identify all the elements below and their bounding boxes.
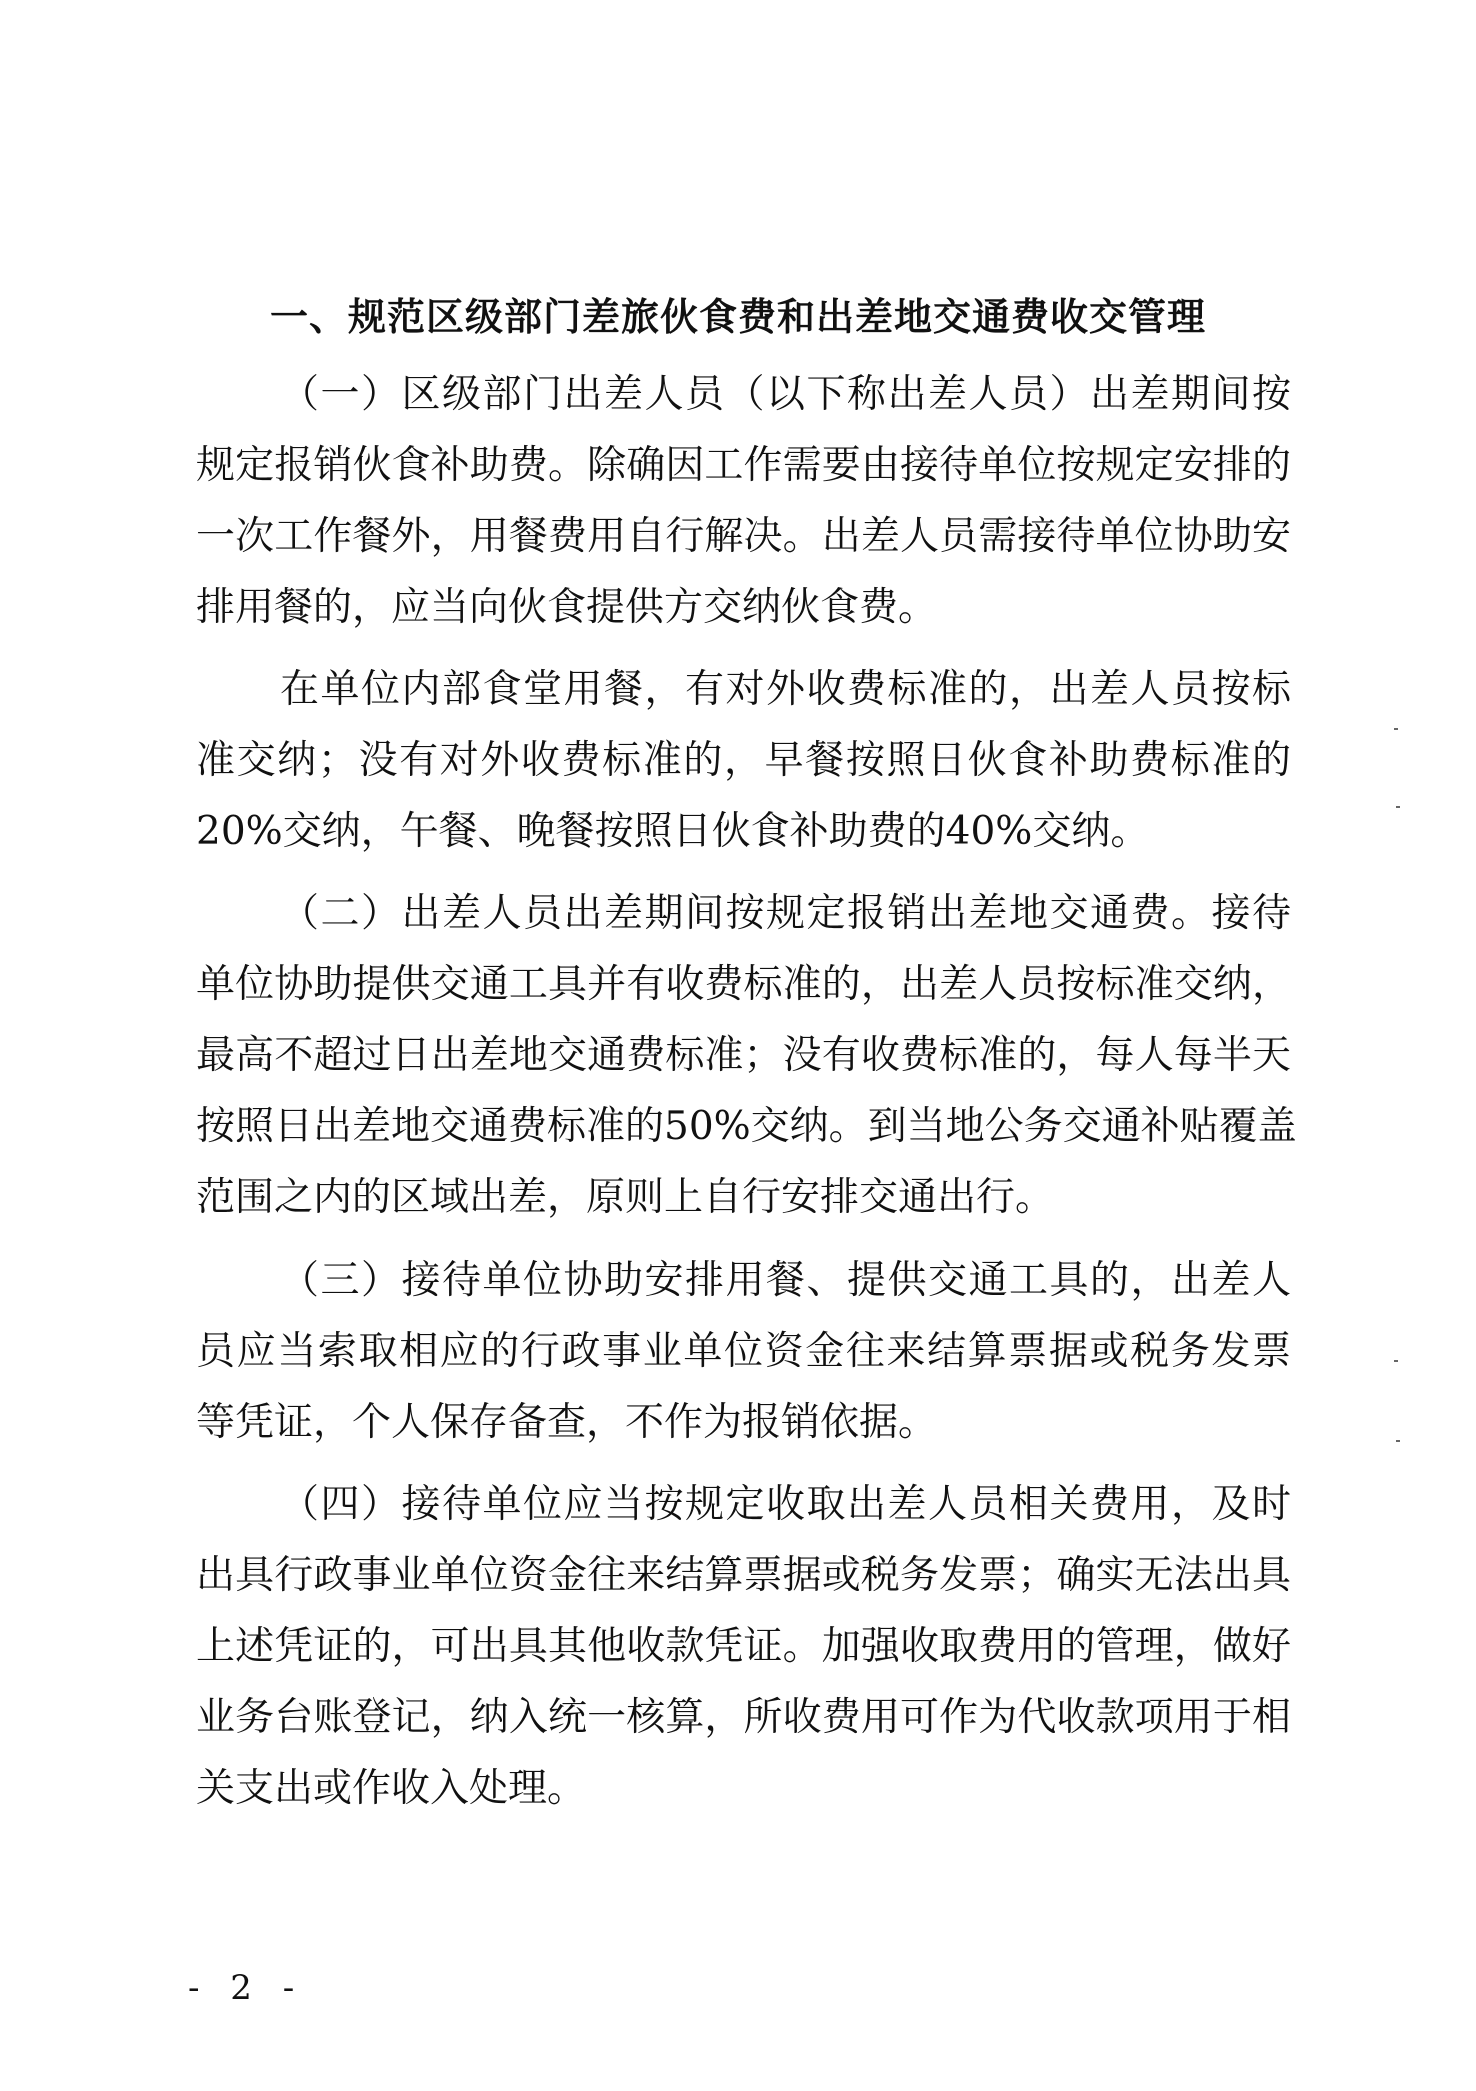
section-heading: 一、规范区级部门差旅伙食费和出差地交通费收交管理 [269,295,1206,339]
scan-speck [1394,1360,1398,1362]
paragraph-1-line-2: 规定报销伙食补助费。除确因工作需要由接待单位按规定安排的 [196,443,1291,488]
paragraph-2-line-1: 在单位内部食堂用餐，有对外收费标准的，出差人员按标 [280,667,1291,712]
paragraph-5-line-5: 关支出或作收入处理。 [196,1766,587,1811]
paragraph-3-line-4: 按照日出差地交通费标准的50%交纳。到当地公务交通补贴覆盖 [196,1104,1297,1149]
paragraph-1-line-4: 排用餐的，应当向伙食提供方交纳伙食费。 [196,585,938,630]
paragraph-5-line-1: （四）接待单位应当按规定收取出差人员相关费用，及时 [280,1482,1291,1527]
paragraph-5-line-2: 出具行政事业单位资金往来结算票据或税务发票；确实无法出具 [196,1553,1291,1598]
page-number: - 2 - [188,1968,305,2008]
paragraph-2-line-2: 准交纳；没有对外收费标准的，早餐按照日伙食补助费标准的 [196,738,1291,783]
paragraph-4-line-1: （三）接待单位协助安排用餐、提供交通工具的，出差人 [280,1258,1291,1303]
scan-speck [1396,806,1400,808]
scan-speck [1396,1440,1400,1442]
paragraph-3-line-3: 最高不超过日出差地交通费标准；没有收费标准的，每人每半天 [196,1033,1291,1078]
paragraph-3-line-2: 单位协助提供交通工具并有收费标准的，出差人员按标准交纳， [196,962,1291,1007]
paragraph-3-line-5: 范围之内的区域出差，原则上自行安排交通出行。 [196,1175,1055,1220]
scan-speck [1394,728,1398,730]
paragraph-5-line-3: 上述凭证的，可出具其他收款凭证。加强收取费用的管理，做好 [196,1624,1291,1669]
paragraph-4-line-3: 等凭证，个人保存备查，不作为报销依据。 [196,1400,938,1445]
paragraph-5-line-4: 业务台账登记，纳入统一核算，所收费用可作为代收款项用于相 [196,1695,1291,1740]
paragraph-1-line-1: （一）区级部门出差人员（以下称出差人员）出差期间按 [280,372,1291,417]
paragraph-2-line-3: 20%交纳，午餐、晚餐按照日伙食补助费的40%交纳。 [196,809,1150,854]
paragraph-3-line-1: （二）出差人员出差期间按规定报销出差地交通费。接待 [280,891,1291,936]
paragraph-4-line-2: 员应当索取相应的行政事业单位资金往来结算票据或税务发票 [196,1329,1291,1374]
paragraph-1-line-3: 一次工作餐外，用餐费用自行解决。出差人员需接待单位协助安 [196,514,1291,559]
